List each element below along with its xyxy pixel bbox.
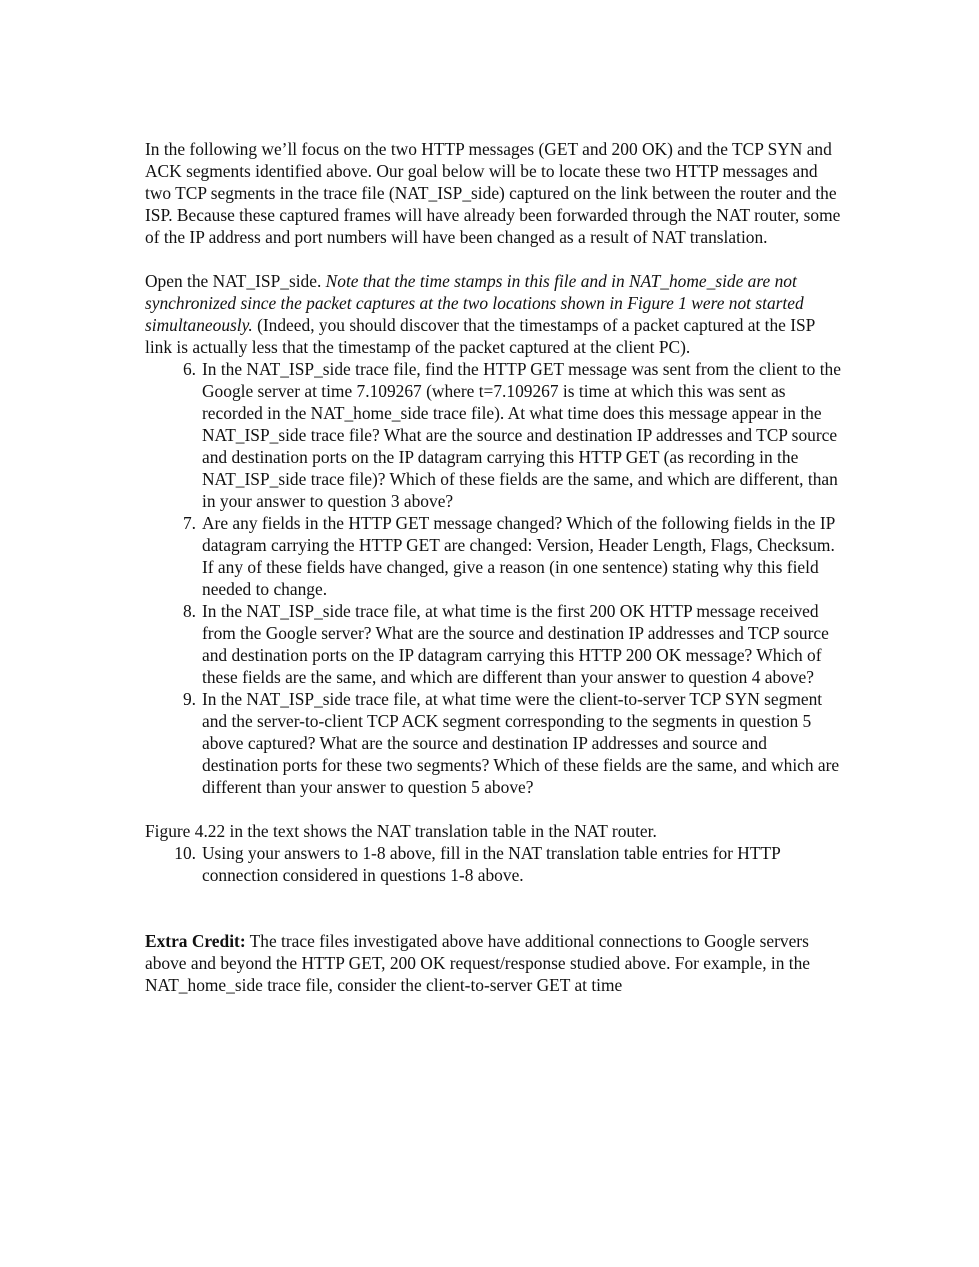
document-page (145, 138, 845, 996)
question-item-7 (145, 512, 845, 600)
open-trace-tail: (Indeed, you should discover that the timestamps of a packet captured at the ISP link is actually less that the timestamp of the packet captured at the client PC). (145, 315, 815, 357)
extra-credit-label: Extra Credit: (145, 931, 246, 951)
question-text: Are any fields in the HTTP GET message changed? Which of the following fields in the IP datagram carrying the HTTP GET are changed: Version, Header Length, Flags, Checksum. If any of these fields have changed, give a reason (in one sentence) stating why this field needed to change. (202, 513, 835, 599)
question-list-10 (145, 842, 845, 886)
question-number: 7. (182, 513, 196, 533)
figure-paragraph: Figure 4.22 in the text shows the NAT translation table in the NAT router. (145, 821, 657, 841)
open-trace-lead: Open the NAT_ISP_side. (145, 271, 326, 291)
question-text: In the NAT_ISP_side trace file, at what time were the client-to-server TCP SYN segment and the server-to-client TCP ACK segment corresponding to the segments in question 5 above captured? What are the source and destination IP addresses and source and destination ports for these two segments? Which of these fields are the same, and which are different than your answer to question 5 above? (202, 689, 840, 797)
extra-credit-paragraph (145, 930, 845, 996)
question-number: 6. (182, 359, 196, 379)
question-text: In the NAT_ISP_side trace file, at what time is the first 200 OK HTTP message received from the Google server? What are the source and destination IP addresses and TCP source and destination ports on the IP datagram carrying this HTTP 200 OK message? Which of these fields are the same, and which are different than your answer to question 4 above? (202, 601, 829, 687)
extra-credit-text: The trace files investigated above have additional connections to Google servers above and beyond the HTTP GET, 200 OK request/response studied above. For example, in the NAT_home_side trace file, consider the client-to-server GET at time (145, 931, 811, 995)
question-text: In the NAT_ISP_side trace file, find the HTTP GET message was sent from the client to the Google server at time 7.109267 (where t=7.109267 is time at which this was sent as recorded in the NAT_home_side trace file). At what time does this message appear in the NAT_ISP_side trace file? What are the source and destination IP addresses and TCP source and destination ports on the IP datagram carrying this HTTP GET (as recording in the NAT_ISP_side trace file)? Which of these fields are the same, and which are different, than in your answer to question 3 above? (202, 359, 841, 511)
question-item-9 (145, 688, 845, 798)
question-item-8 (145, 600, 845, 688)
question-item-6 (145, 358, 845, 512)
timestamp-note: Note that the time stamps in this file and in NAT_home_side are not synchronized since the packet captures at the two locations shown in Figure 1 were not started simultaneously. (145, 271, 804, 335)
question-number: 10. (174, 843, 196, 863)
open-trace-paragraph (145, 270, 845, 358)
intro-paragraph: In the following we’ll focus on the two HTTP messages (GET and 200 OK) and the TCP SYN and ACK segments identified above. Our goal below will be to locate these two HTTP messages and two TCP segments in the trace file (NAT_ISP_side) captured on the link between the router and the ISP. Because these captured frames will have already been forwarded through the NAT router, some of the IP address and port numbers will have been changed as a result of NAT translation. (145, 139, 841, 247)
question-item-10 (145, 842, 845, 886)
question-text: Using your answers to 1-8 above, fill in the NAT translation table entries for HTTP connection considered in questions 1-8 above. (202, 843, 781, 885)
question-number: 9. (182, 689, 196, 709)
question-number: 8. (182, 601, 196, 621)
question-list-6-9 (145, 358, 845, 798)
